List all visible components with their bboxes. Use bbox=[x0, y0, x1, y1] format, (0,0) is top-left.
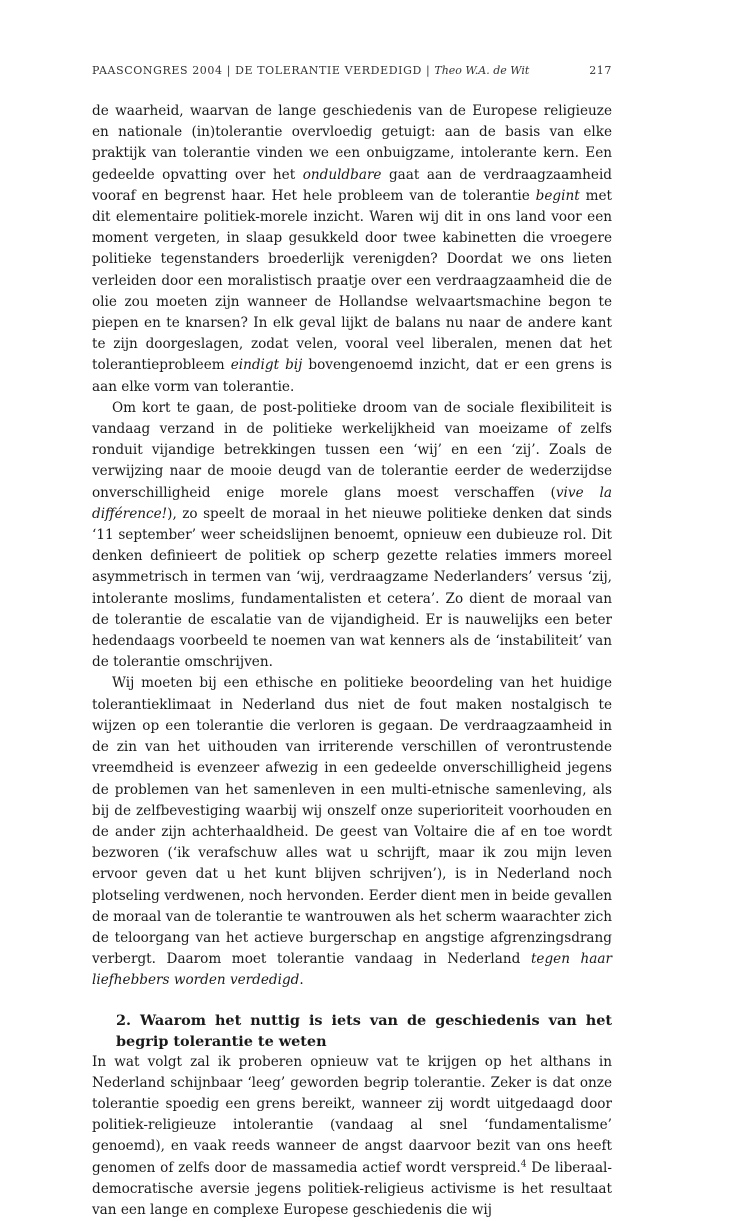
text-run: ), zo speelt de moraal in het nieuwe politieke denken dat sinds ‘11 september’ weer scheidslijnen benoemt, opnieuw een dubieuze rol. Dit denken definieert de politiek op scherp gezette relaties immers moreel asymmetrisch in termen van ‘wij, verdraagzame Nederlanders’ versus ‘zij, intolerante moslims, fundamentalisten et cetera’. Zo dient de moraal van de tolerantie de escalatie van de vijandigheid. Er is nauwelijks een beter hedendaags voorbeeld te noemen van wat kenners als de ‘instabiliteit’ van de tolerantie omschrijven. bbox=[92, 505, 612, 671]
paragraph bbox=[92, 101, 612, 398]
italic-text: tegen haar liefhebbers worden verdedigd bbox=[92, 951, 612, 989]
paragraph bbox=[92, 1052, 612, 1221]
body-text bbox=[92, 101, 612, 1221]
paragraph bbox=[92, 673, 612, 991]
page-number: 217 bbox=[589, 64, 612, 77]
text-run: In wat volgt zal ik proberen opnieuw vat te krijgen op het althans in Nederland schijnbaar ‘leeg’ geworden begrip tolerantie. Zeker is dat onze tolerantie spoedig een grens bereikt, wanneer zij wordt uitgedaagd door politiek-religieuze intolerantie (vandaag al snel ‘fundamentalisme’ genoemd), en vaak reeds wanneer de angst daarvoor bezit van ons heeft genomen of zelfs door de massamedia actief wordt verspreid. bbox=[92, 1053, 612, 1176]
text-run: Om kort te gaan, de post-politieke droom van de sociale flexibiliteit is vandaag verzand in de politieke werkelijkheid van moeizame of zelfs ronduit vijandige betrekkingen tussen een ‘wij’ en een ‘zij’. Zoals de verwijzing naar de mooie deugd van de tolerantie eerder de wederzijdse onverschilligheid enige morele glans moest verschaffen ( bbox=[92, 399, 612, 501]
italic-text: onduldbare bbox=[302, 166, 382, 183]
italic-text: eindigt bij bbox=[230, 357, 303, 374]
running-header bbox=[92, 64, 612, 82]
running-title: PAASCONGRES 2004 | DE TOLERANTIE VERDEDIGD | Theo W.A. de Wit bbox=[92, 64, 530, 77]
text-run: met dit elementaire politiek-morele inzicht. Waren wij dit in ons land voor een moment vergeten, in slaap gesukkeld door twee kabinetten die vroegere politieke tegenstanders broederlijk verenigden? Doordat we ons lieten verleiden door een moralistisch praatje over een verdraagzaamheid die de olie zou moeten zijn wanneer de Hollandse welvaartsmachine begon te piepen en te knarsen? In elk geval lijkt de balans nu naar de andere kant te zijn doorgeslagen, zodat velen, vooral veel liberalen, menen dat het tolerantieprobleem bbox=[92, 187, 613, 374]
text-run: de waarheid, waarvan de lange geschiedenis van de Europese religieuze en nationale (in)tolerantie overvloedig getuigt: aan de basis van elke praktijk van tolerantie vinden we een onbuigzame, intolerante kern. Een gedeelde opvatting over het bbox=[92, 103, 612, 183]
italic-text: vive la différence! bbox=[92, 484, 613, 522]
text-run: 2. Waarom het nuttig is iets van de geschiedenis van het begrip tolerantie te weten bbox=[116, 1011, 612, 1050]
italic-text: begint bbox=[535, 187, 580, 204]
text-run: Wij moeten bij een ethische en politieke beoordeling van het huidige tolerantieklimaat in Nederland dus niet de fout maken nostalgisch te wijzen op een tolerantie die verloren is gegaan. De verdraagzaamheid in de zin van het uithouden van irriterende verschillen of verontrustende vreemdheid is evenzeer afwezig in een gedeelde onverschilligheid jegens de problemen van het samenleven in een multi-etnische samenleving, als bij de zelfbevestiging waarbij wij onszelf onze superioriteit voorhouden en de ander zijn achterhaaldheid. De geest van Voltaire die af en toe wordt bezworen (‘ik verafschuw alles wat u schrijft, maar ik zou mijn leven ervoor geven dat u het kunt blijven schrijven’), is in Nederland noch plotseling verdwenen, noch hervonden. Eerder dient men in beide gevallen de moraal van de tolerantie te wantrouwen als het scherm waarachter zich de teloorgang van het actieve burgerschap en angstige afgrenzingsdrang verbergt. Daarom moet tolerantie vandaag in Nederland bbox=[92, 675, 612, 968]
text-run: . bbox=[299, 972, 304, 989]
text-run: De liberaal-democratische aversie jegens politiek-religieus activisme is het resultaat van een lange en complexe Europese geschiedenis die wij bbox=[92, 1159, 612, 1218]
section-heading bbox=[92, 1010, 612, 1052]
header-author: Theo W.A. de Wit bbox=[434, 64, 530, 77]
paragraph bbox=[92, 398, 612, 674]
text-run: gaat aan de verdraagzaamheid vooraf en begrenst haar. Het hele probleem van de tolerantie bbox=[92, 166, 612, 204]
footnote-ref: 4 bbox=[520, 1159, 527, 1170]
text-run: bovengenoemd inzicht, dat er een grens is aan elke vorm van tolerantie. bbox=[92, 357, 613, 395]
